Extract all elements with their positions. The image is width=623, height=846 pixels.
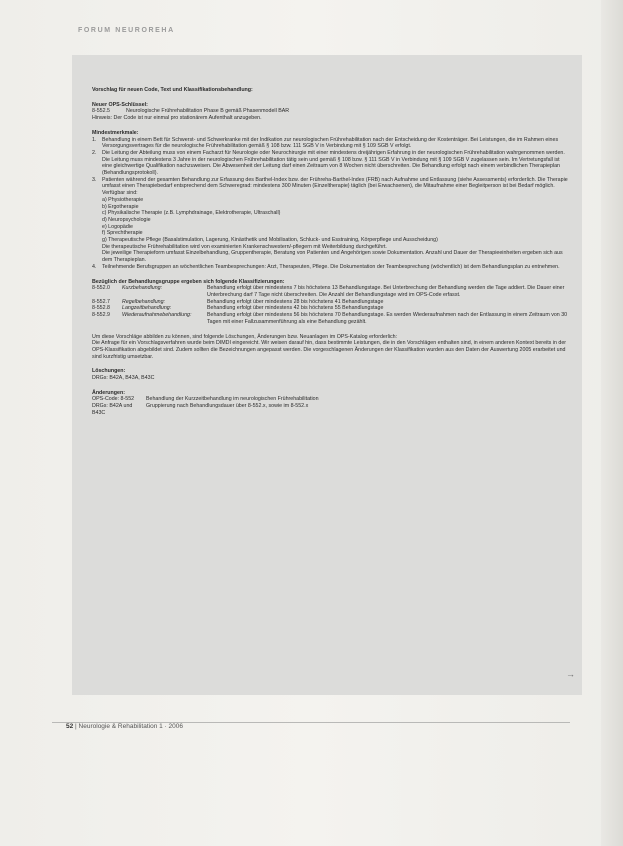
change-row: OPS-Code: 8-552 Behandlung der Kurzzeitbehandlung im neurologischen Frührehabilitation xyxy=(92,396,319,403)
proc-heading: Bezüglich der Behandlungsgruppe ergeben sich folgende Klassifizierungen: xyxy=(92,278,285,285)
deletions-heading: Löschungen: xyxy=(92,368,126,375)
continue-arrow-icon: → xyxy=(566,669,575,679)
proc-item: 8-552.0 Kurzbehandlung: Behandlung erfolgt über mindestens 7 bis höchstens 13 Behandlungstage. Bei Unterbrechung der Behandlung werden die Tage addiert. Die Dauer einer Unterbrechung darf 7 Tage nicht überschreiten. Die Anzahl der Behandlungstage wird im OPS-Code erfasst. xyxy=(92,285,565,298)
ops-code: 8-552.5 xyxy=(92,108,110,115)
therapy-item: e) Logopädie xyxy=(102,223,133,230)
deletions-text: DRGs: B42A, B43A, B43C xyxy=(92,375,155,382)
therapy-item: b) Ergotherapie xyxy=(102,203,139,210)
proc-item: 8-552.9 Wiederaufnahmebehandlung: Behandlung erfolgt über mindestens 56 bis höchstens 70 Behandlungstage. Es werden Wiederaufnahmen nach der Entlassung in einem Zeitraum von 30 Tagen mit einer Fallzusammenführung als eine Behandlung gezählt. xyxy=(92,312,568,325)
section-label: FORUM NEUROREHA xyxy=(78,27,175,34)
min-item-2: 2. Die Leitung der Abteilung muss von einem Facharzt für Neurologie oder Neurochirurgie mit einer mindestens dreijährigen Erfahrung in der neurologischen Frührehabilitation wahrgenommen werden. Die Leitung muss mindestens 3 Jahre in der neurologischen Frührehabilitation tätig sein und gemäß § 108 bzw. § 111 SGB V in Verbindung mit § 109 SGB V zugelassen sein. Im Vertretungsfall ist eine gleichwertige Qualifikation nachzuweisen. Die Abwesenheit der Leitung darf einen Zeitraum von 8 Wochen nicht überschreiten. Die Behandlung erfolgt nach einem verbindlichen Therapieplan (Behandlungsprotokoll). xyxy=(92,149,565,177)
paragraph: Um diese Vorschläge abbilden zu können, sind folgende Löschungen, Änderungen bzw. Neuanlagen im OPS-Katalog erforderlich: xyxy=(92,333,398,340)
ops-heading: Neuer OPS-Schlüssel: xyxy=(92,101,148,108)
changes-heading: Änderungen: xyxy=(92,389,125,396)
ops-text: Neurologische Frührehabilitation Phase B gemäß Phasenmodell BAR xyxy=(126,108,290,115)
min-item-3: 3. Patienten während der gesamten Behandlung zur Erfassung des Barthel-Index bzw. der Frühreha-Barthel-Index (FRB) nach Aufnahme und Entlassung (siehe Assessments) erforderlich. Die Therapie umfasst einen Therapiebedarf entsprechend dem Schweregrad: mindestens 300 Minuten (Einzeltherapie) täglich (bei Erwachsenen), die Mitaufnahme einer Begleitperson ist bei Bedarf möglich. Verfügbar sind: xyxy=(92,176,568,197)
paragraph: Die Anfrage für ein Vorschlagsverfahren wurde beim DIMDI eingereicht. Wir weisen darauf hin, dass bestimmte Leistungen, die in den Vorschlägen enthalten sind, in einem anderen Kontext bereits in der OPS-Klassifikation abgebildet sind. Zudem sollten die Bezeichnungen angepasst werden. Die vorgeschlagenen Änderungen der Klassifikation wurden aus den Daten der Auswertung 2005 erarbeitet und sind kurzfristig umsetzbar. xyxy=(92,340,567,360)
proc-item: 8-552.7 Regelbehandlung: Behandlung erfolgt über mindestens 28 bis höchstens 41 Behandlungstage xyxy=(92,298,384,305)
ops-hint: Hinweis: Der Code ist nur einmal pro stationärem Aufenthalt anzugeben. xyxy=(92,115,262,122)
proc-item: 8-552.8 Langzeitbehandlung: Behandlung erfolgt über mindestens 42 bis höchstens 55 Behandlungstage xyxy=(92,305,384,312)
therapy-list xyxy=(92,197,570,264)
change-row: DRGs: B42A und B43C Gruppierung nach Behandlungsdauer über 8-552.x, sowie im 8-552.x xyxy=(92,403,309,416)
therapy-item: f) Sprechtherapie xyxy=(102,230,143,237)
min-item-4: 4. Teilnehmende Berufsgruppen an wöchentlichen Teambesprechungen: Arzt, Therapeuten, Pflege. Die Dokumentation der Teambesprechung (wöchentlich) ist dem Behandlungsplan zu entnehmen. xyxy=(92,263,560,270)
min-item-1: 1. Behandlung in einem Bett für Schwerst- und Schwerkranke mit der Indikation zur neurologischen Frührehabilitation nach der Entscheidung der Kostenträger. Bei Leistungen, die im Rahmen eines Versorgungsvertrages für die neurologische Frührehabilitation gemäß § 108 bzw. 111 SGB V in Verbindung mit § 109 SGB V erfolgt. xyxy=(92,136,559,150)
page-edge xyxy=(601,0,623,846)
therapy-item: g) Therapeutische Pflege (Basalstimulation, Lagerung, Kinästhetik und Mobilisation, Schluck- und Esstraining, Körperpflege und Ausscheidung) xyxy=(102,237,438,244)
therapy-item: c) Physikalische Therapie (z.B. Lymphdrainage, Elektrotherapie, Ultraschall) xyxy=(102,210,281,217)
therapy-item: a) Physiotherapie xyxy=(102,196,144,203)
therapy-note: Die therapeutische Frührehabilitation wird von examinierten Krankenschwestern/-pflegern mit Weiterbildung durchgeführt. xyxy=(102,243,387,250)
journal-name: Neurologie & Rehabilitation 1 · 2006 xyxy=(78,723,183,730)
info-box xyxy=(72,55,582,695)
footer: 52 | Neurologie & Rehabilitation 1 · 2006 xyxy=(66,723,183,730)
page-number: 52 xyxy=(66,723,74,730)
therapy-item: d) Neuropsychologie xyxy=(102,216,151,223)
proposal-heading: Vorschlag für neuen Code, Text und Klassifikationsbehandlung: xyxy=(92,87,253,93)
ops-code-row xyxy=(92,108,570,115)
therapy-note: Die jeweilige Therapieform umfasst Einzelbehandlung, Gruppentherapie, Beratung von Patienten und Angehörigen sowie Dokumentation. Anzahl und Dauer der Therapieeinheiten ergeben sich aus dem Therapieplan. xyxy=(102,250,563,264)
min-heading: Mindestmerkmale: xyxy=(92,129,139,136)
